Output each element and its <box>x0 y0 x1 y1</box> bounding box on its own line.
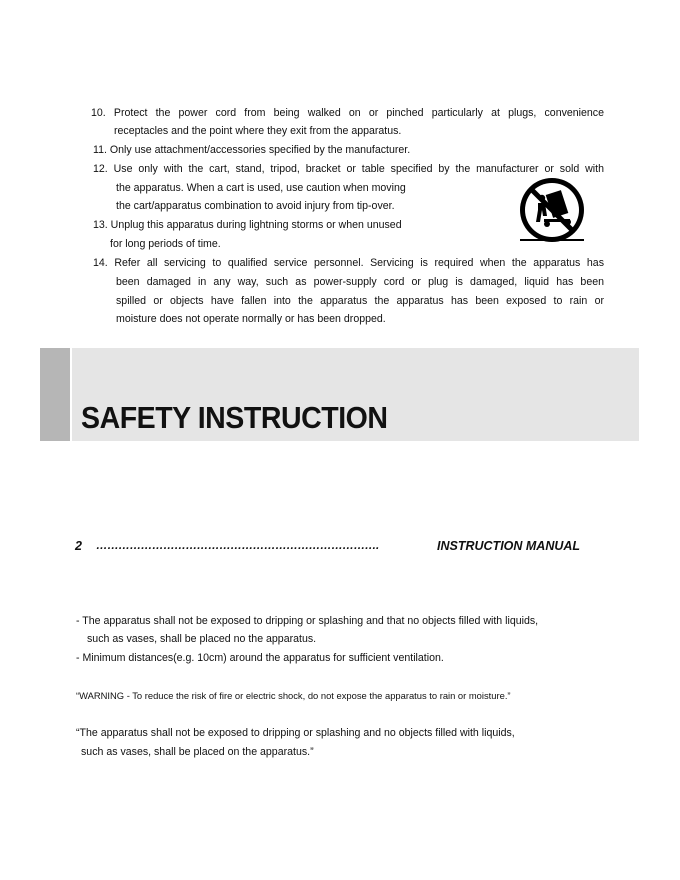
item-10-line-2: receptacles and the point where they exit from the apparatus. <box>114 125 402 137</box>
note-1-line-2: such as vases, shall be placed no the apparatus. <box>87 633 317 645</box>
quote-line-2: such as vases, shall be placed on the apparatus.” <box>81 746 314 758</box>
item-13-line-2: for long periods of time. <box>110 238 221 250</box>
item-12-line-3: the cart/apparatus combination to avoid injury from tip-over. <box>116 200 395 212</box>
item-12-line-1: 12. Use only with the cart, stand, tripod, bracket or table specified by the manufacturer or sold with <box>93 163 604 175</box>
warning-note: “WARNING - To reduce the risk of fire or electric shock, do not expose the apparatus to rain or moisture.” <box>76 690 511 701</box>
page-number: 2 <box>75 539 82 553</box>
item-14-line-1: 14. Refer all servicing to qualified service personnel. Servicing is required when the apparatus has <box>93 257 604 269</box>
quote-line-1: “The apparatus shall not be exposed to dripping or splashing and no objects filled with liquids, <box>76 727 515 739</box>
item-13-line-1: 13. Unplug this apparatus during lightning storms or when unused <box>93 219 402 231</box>
footer-manual-label: INSTRUCTION MANUAL <box>437 539 581 553</box>
footer-leader-dots: …………………………………………………………………. <box>96 540 379 552</box>
item-12-line-2: the apparatus. When a cart is used, use caution when moving <box>116 182 406 194</box>
note-1-line-1: - The apparatus shall not be exposed to dripping or splashing and that no objects filled with liquids, <box>76 615 539 627</box>
item-14-line-3: spilled or objects have fallen into the apparatus the apparatus has been exposed to rain or <box>116 295 604 307</box>
section-title: SAFETY INSTRUCTION <box>81 400 388 435</box>
cart-tip-over-warning-icon <box>516 176 588 246</box>
banner-accent-bar <box>40 348 70 441</box>
item-11: 11. Only use attachment/accessories specified by the manufacturer. <box>93 144 411 156</box>
item-10-line-1: 10. Protect the power cord from being walked on or pinched particularly at plugs, convenience <box>91 107 604 119</box>
item-14-line-4: moisture does not operate normally or has been dropped. <box>116 313 386 325</box>
item-14-line-2: been damaged in any way, such as power-supply cord or plug is damaged, liquid has been <box>116 276 604 288</box>
note-2: - Minimum distances(e.g. 10cm) around the apparatus for sufficient ventilation. <box>76 652 444 664</box>
